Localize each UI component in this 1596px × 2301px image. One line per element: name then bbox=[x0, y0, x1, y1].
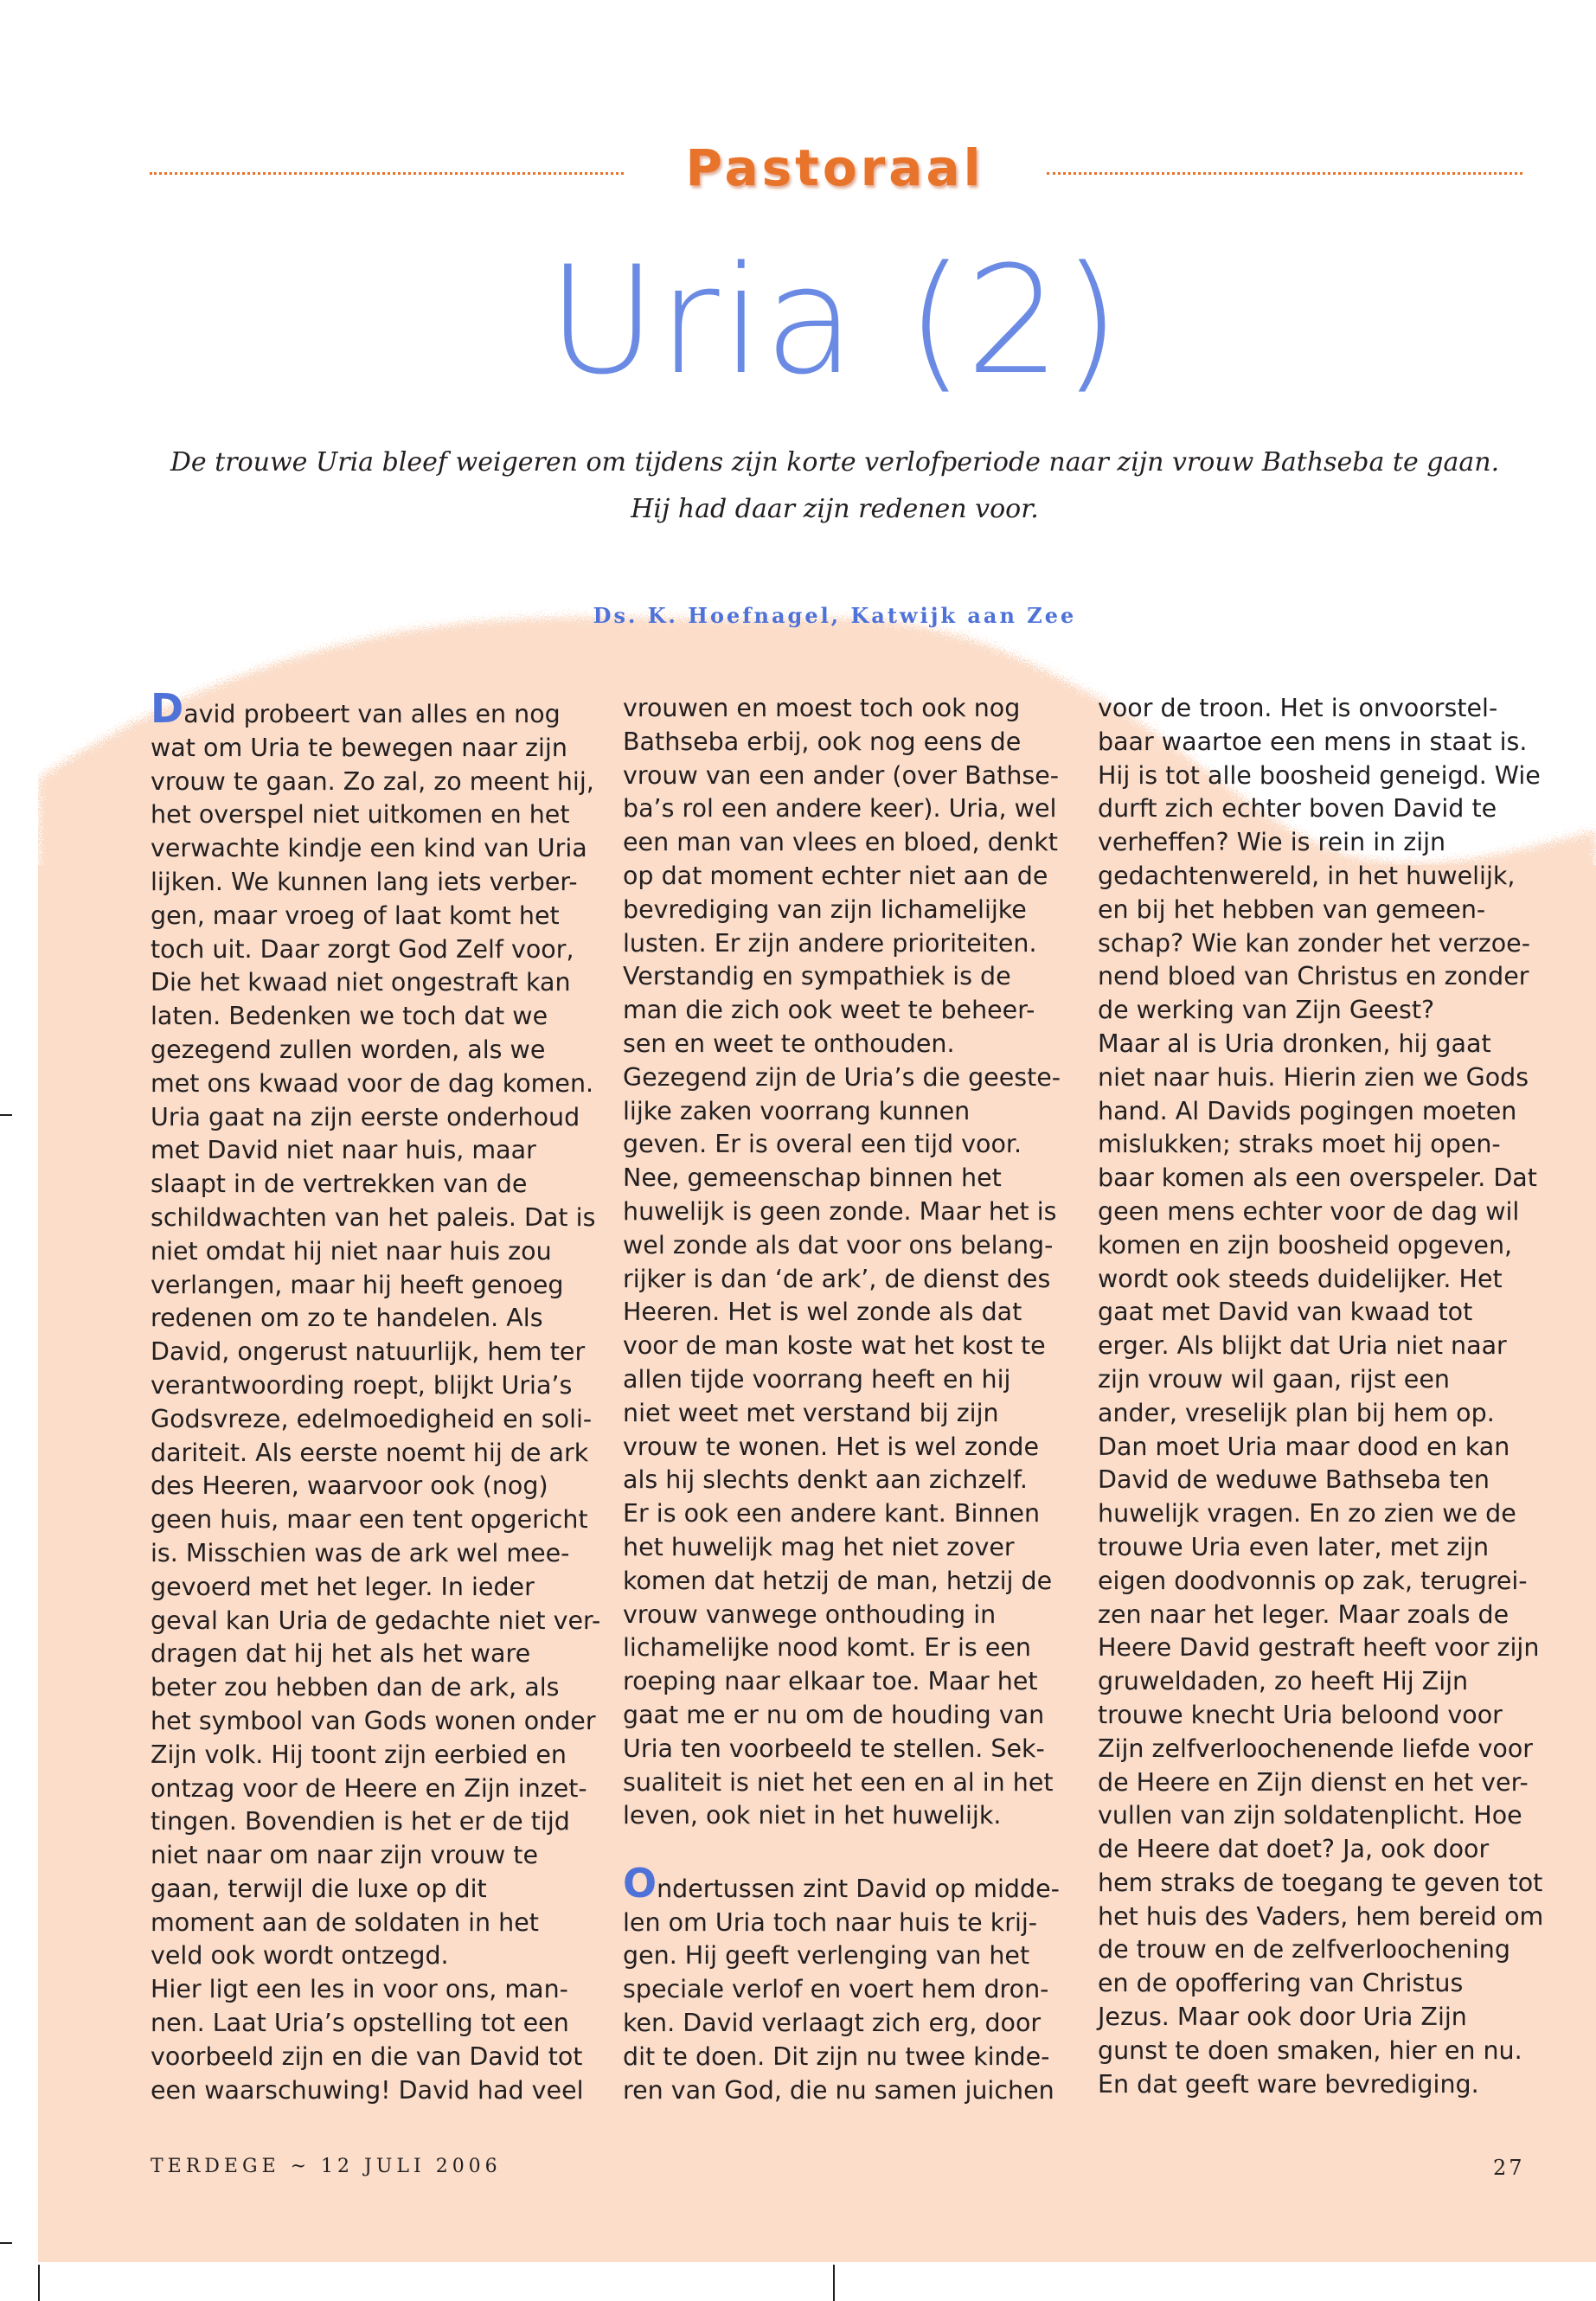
text-line bbox=[151, 966, 635, 1000]
text-line-content: met David niet naar huis, maar bbox=[151, 1136, 536, 1165]
text-line bbox=[623, 1497, 1107, 1531]
text-line-content: Jezus. Maar ook door Uria Zijn bbox=[1098, 2003, 1467, 2032]
text-line bbox=[1098, 1699, 1582, 1733]
text-line-content: het huis des Vaders, hem bereid om bbox=[1098, 1901, 1544, 1931]
text-line-content: Er is ook een andere kant. Binnen bbox=[623, 1499, 1041, 1529]
text-line bbox=[1098, 1095, 1582, 1129]
text-line-content: voorbeeld zijn en die van David tot bbox=[151, 2041, 583, 2071]
text-line-content: toch uit. Daar zorgt God Zelf voor, bbox=[151, 934, 574, 964]
text-line bbox=[623, 1128, 1107, 1162]
text-line bbox=[151, 1839, 635, 1873]
text-line bbox=[151, 1671, 635, 1705]
text-line-content: op dat moment echter niet aan de bbox=[623, 861, 1048, 890]
text-line bbox=[1098, 1733, 1582, 1766]
text-line bbox=[151, 1437, 635, 1471]
article-column-2 bbox=[623, 692, 1107, 2107]
text-line-content: gaan, terwijl die luxe op dit bbox=[151, 1874, 487, 1903]
text-line bbox=[1098, 1933, 1582, 1967]
paragraph-gap bbox=[623, 1833, 1107, 1867]
text-line-content: David de weduwe Bathseba ten bbox=[1098, 1465, 1490, 1495]
text-line bbox=[151, 1168, 635, 1202]
text-line-content: Uria gaat na zijn eerste onderhoud bbox=[151, 1102, 580, 1131]
text-line-content: Heeren. Het is wel zonde als dat bbox=[623, 1298, 1022, 1327]
text-line bbox=[151, 1067, 635, 1101]
text-line bbox=[623, 927, 1107, 961]
text-line-content: en bij het hebben van gemeen- bbox=[1098, 894, 1486, 924]
text-line bbox=[623, 1061, 1107, 1095]
text-line-content: als hij slechts denkt aan zichzelf. bbox=[623, 1465, 1028, 1495]
text-line bbox=[1098, 1531, 1582, 1565]
text-line bbox=[151, 1939, 635, 1973]
section-title: Pastoraal bbox=[685, 138, 984, 197]
text-line-content: erger. Als blijkt dat Uria niet naar bbox=[1098, 1331, 1507, 1361]
text-line-content: Maar al is Uria dronken, hij gaat bbox=[1098, 1029, 1491, 1058]
text-line bbox=[623, 860, 1107, 894]
text-line-content: niet naar huis. Hierin zien we Gods bbox=[1098, 1062, 1529, 1092]
article-column-1 bbox=[151, 685, 635, 2107]
text-line-content: lichamelijke nood komt. Er is een bbox=[623, 1633, 1031, 1663]
text-line bbox=[623, 1799, 1107, 1833]
text-line bbox=[1098, 726, 1582, 760]
crop-mark bbox=[38, 2265, 40, 2301]
article-lead bbox=[130, 439, 1540, 533]
text-line bbox=[1098, 760, 1582, 793]
page-number: 27 bbox=[1493, 2156, 1525, 2180]
text-line bbox=[1098, 1799, 1582, 1833]
text-line bbox=[1098, 1867, 1582, 1900]
text-line-content: ander, vreselijk plan bij hem op. bbox=[1098, 1398, 1495, 1427]
text-line-content: mislukken; straks moet hij open- bbox=[1098, 1130, 1501, 1159]
text-line bbox=[151, 2041, 635, 2074]
text-line bbox=[151, 732, 635, 766]
text-line-content: met ons kwaad voor de dag komen. bbox=[151, 1068, 594, 1098]
text-line bbox=[623, 960, 1107, 994]
text-line-content: gunst te doen smaken, hier en nu. bbox=[1098, 2035, 1522, 2065]
text-line bbox=[623, 1531, 1107, 1565]
text-line bbox=[623, 692, 1107, 726]
text-line bbox=[623, 1733, 1107, 1766]
text-line-content: wat om Uria te bewegen naar zijn bbox=[151, 733, 567, 762]
text-line bbox=[151, 2007, 635, 2041]
text-line bbox=[1098, 1330, 1582, 1363]
text-line-content: redenen om zo te handelen. Als bbox=[151, 1304, 543, 1333]
text-line bbox=[1098, 1631, 1582, 1665]
text-line bbox=[623, 2007, 1107, 2041]
text-line-content: een waarschuwing! David had veel bbox=[151, 2075, 584, 2105]
text-line-content: een man van vlees en bloed, denkt bbox=[623, 828, 1058, 857]
text-line-content: niet weet met verstand bij zijn bbox=[623, 1398, 999, 1427]
text-line bbox=[151, 1873, 635, 1907]
text-line bbox=[623, 1263, 1107, 1297]
text-line-content: Uria ten voorbeeld te stellen. Sek- bbox=[623, 1734, 1045, 1763]
text-line bbox=[151, 1537, 635, 1571]
text-line bbox=[151, 1269, 635, 1303]
text-line-content: durft zich echter boven David te bbox=[1098, 794, 1497, 824]
text-line-content: geen mens echter voor de dag wil bbox=[1098, 1196, 1520, 1226]
text-line-content: len om Uria toch naar huis te krij- bbox=[623, 1907, 1038, 1937]
text-line bbox=[151, 933, 635, 967]
text-line-content: schildwachten van het paleis. Dat is bbox=[151, 1202, 596, 1232]
text-line bbox=[1098, 894, 1582, 927]
text-line-content: man die zich ook weet te beheer- bbox=[623, 996, 1035, 1025]
text-line-content: wordt ook steeds duidelijker. Het bbox=[1098, 1264, 1503, 1293]
text-line-content: verantwoording roept, blijkt Uria’s bbox=[151, 1370, 573, 1400]
text-line bbox=[151, 900, 635, 933]
text-line-content: huwelijk vragen. En zo zien we de bbox=[1098, 1499, 1516, 1529]
text-line bbox=[151, 1638, 635, 1671]
text-line-content: avid probeert van alles en nog bbox=[183, 700, 561, 728]
text-line bbox=[151, 1907, 635, 1940]
text-line bbox=[151, 1336, 635, 1369]
text-line bbox=[623, 1431, 1107, 1465]
text-line-content: hand. Al Davids pogingen moeten bbox=[1098, 1096, 1517, 1125]
text-line-content: Nee, gemeenschap binnen het bbox=[623, 1163, 1002, 1193]
text-line bbox=[151, 1034, 635, 1067]
text-line-content: vrouw van een ander (over Bathse- bbox=[623, 760, 1060, 790]
text-line bbox=[623, 1565, 1107, 1599]
text-line-content: vrouw te wonen. Het is wel zonde bbox=[623, 1432, 1040, 1461]
text-line-content: nen. Laat Uria’s opstelling tot een bbox=[151, 2009, 569, 2038]
text-line-content: leven, ook niet in het huwelijk. bbox=[623, 1801, 1002, 1830]
text-line-content: lijke zaken voorrang kunnen bbox=[623, 1096, 971, 1125]
text-line bbox=[151, 832, 635, 866]
text-line bbox=[623, 1599, 1107, 1632]
text-line bbox=[1098, 960, 1582, 994]
text-line-content: gaat me er nu om de houding van bbox=[623, 1700, 1045, 1729]
text-line bbox=[623, 2041, 1107, 2074]
text-line-content: Hier ligt een les in voor ons, man- bbox=[151, 1975, 568, 2004]
text-line bbox=[623, 994, 1107, 1028]
text-line-content: vrouw te gaan. Zo zal, zo meent hij, bbox=[151, 766, 594, 796]
text-line bbox=[623, 726, 1107, 760]
text-line-content: zijn vrouw wil gaan, rijst een bbox=[1098, 1364, 1450, 1394]
text-line-content: des Heeren, waarvoor ook (nog) bbox=[151, 1471, 548, 1501]
text-line-content: gaat met David van kwaad tot bbox=[1098, 1298, 1473, 1327]
author-byline: Ds. K. Hoefnagel, Katwijk aan Zee bbox=[593, 603, 1077, 628]
text-line-content: Hij is tot alle boosheid geneigd. Wie bbox=[1098, 760, 1541, 790]
text-line-content: lijken. We kunnen lang iets verber- bbox=[151, 867, 578, 896]
text-line bbox=[151, 1101, 635, 1135]
text-line-content: verheffen? Wie is rein in zijn bbox=[1098, 828, 1446, 857]
text-line bbox=[1098, 2068, 1582, 2102]
text-line bbox=[151, 1503, 635, 1537]
text-line-content: vullen van zijn soldatenplicht. Hoe bbox=[1098, 1801, 1522, 1830]
text-line bbox=[1098, 1599, 1582, 1632]
text-line bbox=[151, 1302, 635, 1336]
text-line-content: de Heere en Zijn dienst en het ver- bbox=[1098, 1767, 1529, 1797]
text-line bbox=[623, 1907, 1107, 1940]
text-line bbox=[1098, 826, 1582, 860]
text-line bbox=[151, 1202, 635, 1235]
text-line bbox=[151, 1403, 635, 1437]
text-line-content: de trouw en de zelfverloochening bbox=[1098, 1935, 1510, 1965]
text-line-content: beter zou hebben dan de ark, als bbox=[151, 1673, 560, 1702]
text-line bbox=[623, 1665, 1107, 1699]
text-line-content: nend bloed van Christus en zonder bbox=[1098, 962, 1529, 991]
text-line bbox=[1098, 2035, 1582, 2068]
text-line-content: niet naar om naar zijn vrouw te bbox=[151, 1841, 538, 1870]
text-line-content: Die het kwaad niet ongestraft kan bbox=[151, 968, 571, 997]
text-line-content: lusten. Er zijn andere prioriteiten. bbox=[623, 928, 1037, 958]
text-line bbox=[151, 1571, 635, 1605]
text-line-content: hem straks de toegang te geven tot bbox=[1098, 1868, 1543, 1897]
text-line bbox=[1098, 692, 1582, 726]
text-line bbox=[623, 1631, 1107, 1665]
text-line bbox=[1098, 1229, 1582, 1263]
text-line-content: Bathseba erbij, ook nog eens de bbox=[623, 727, 1022, 756]
text-line-content: Godsvreze, edelmoedigheid en soli- bbox=[151, 1404, 593, 1433]
text-line bbox=[1098, 1967, 1582, 2001]
crop-mark bbox=[0, 2242, 12, 2244]
text-line-content: dariteit. Als eerste noemt hij de ark bbox=[151, 1438, 589, 1467]
text-line-content: geven. Er is overal een tijd voor. bbox=[623, 1130, 1022, 1159]
text-line bbox=[1098, 1431, 1582, 1465]
crop-mark bbox=[833, 2265, 835, 2301]
text-line bbox=[1098, 2001, 1582, 2035]
text-line-content: trouwe Uria even later, met zijn bbox=[1098, 1532, 1490, 1561]
text-line-content: eigen doodvonnis op zak, terugrei- bbox=[1098, 1566, 1528, 1595]
text-line bbox=[623, 1330, 1107, 1363]
text-line bbox=[623, 1939, 1107, 1973]
text-line-content: roeping naar elkaar toe. Maar het bbox=[623, 1667, 1038, 1696]
text-line-content: ren van God, die nu samen juichen bbox=[623, 2075, 1054, 2105]
text-line-content: niet omdat hij niet naar huis zou bbox=[151, 1236, 552, 1266]
text-line-content: het symbool van Gods wonen onder bbox=[151, 1706, 596, 1735]
text-line-content: Heere David gestraft heeft voor zijn bbox=[1098, 1633, 1540, 1663]
text-line-content: gruweldaden, zo heeft Hij Zijn bbox=[1098, 1667, 1469, 1696]
text-line bbox=[623, 2074, 1107, 2108]
text-line bbox=[1098, 1162, 1582, 1195]
text-line-content: de Heere dat doet? Ja, ook door bbox=[1098, 1835, 1490, 1864]
text-line-content: is. Misschien was de ark wel mee- bbox=[151, 1538, 570, 1567]
text-line-content: gezegend zullen worden, als we bbox=[151, 1035, 546, 1064]
text-line bbox=[151, 1805, 635, 1839]
lead-line-2: Hij had daar zijn redenen voor. bbox=[631, 494, 1039, 524]
text-line-content: ken. David verlaagt zich erg, door bbox=[623, 2009, 1042, 2038]
text-line-content: tingen. Bovendien is het er de tijd bbox=[151, 1807, 570, 1836]
text-line bbox=[151, 866, 635, 900]
text-line-content: baar komen als een overspeler. Dat bbox=[1098, 1163, 1537, 1193]
text-line-content: veld ook wordt ontzegd. bbox=[151, 1941, 449, 1971]
text-line-content: de werking van Zijn Geest? bbox=[1098, 996, 1435, 1025]
text-line-content: gen, maar vroeg of laat komt het bbox=[151, 901, 560, 930]
text-line bbox=[151, 1739, 635, 1772]
text-line-content: dragen dat hij het als het ware bbox=[151, 1639, 531, 1669]
text-line bbox=[1098, 1833, 1582, 1867]
text-line-content: Zijn volk. Hij toont zijn eerbied en bbox=[151, 1740, 567, 1769]
text-line bbox=[623, 1859, 1107, 1907]
text-line bbox=[1098, 1900, 1582, 1934]
text-line-content: Zijn zelfverloochenende liefde voor bbox=[1098, 1734, 1533, 1763]
text-line bbox=[151, 1235, 635, 1269]
text-line-content: gen. Hij geeft verlenging van het bbox=[623, 1941, 1030, 1971]
text-line-content: gedachtenwereld, in het huwelijk, bbox=[1098, 861, 1516, 890]
article-column-3 bbox=[1098, 692, 1582, 2101]
text-line bbox=[151, 1134, 635, 1168]
text-line-content: trouwe knecht Uria beloond voor bbox=[1098, 1700, 1503, 1729]
text-line bbox=[151, 1000, 635, 1034]
text-line bbox=[1098, 1464, 1582, 1497]
lead-line-1: De trouwe Uria bleef weigeren om tijdens zijn korte verlofperiode naar zijn vrouw Bathseba te gaan. bbox=[170, 447, 1500, 478]
text-line bbox=[623, 1397, 1107, 1431]
text-line bbox=[151, 798, 635, 832]
text-line-content: laten. Bedenken we toch dat we bbox=[151, 1002, 548, 1031]
text-line-content: speciale verlof en voert hem dron- bbox=[623, 1975, 1049, 2004]
text-line-content: ndertussen zint David op midde- bbox=[657, 1874, 1060, 1903]
text-line-content: baar waartoe een mens in staat is. bbox=[1098, 727, 1528, 756]
footer-publication: TERDEGE ~ 12 JULI 2006 bbox=[151, 2156, 502, 2177]
text-line bbox=[623, 760, 1107, 793]
text-line-content: Verstandig en sympathiek is de bbox=[623, 962, 1011, 991]
text-line-content: gevoerd met het leger. In ieder bbox=[151, 1572, 535, 1601]
text-line-content: Dan moet Uria maar dood en kan bbox=[1098, 1432, 1510, 1461]
text-line-content: ba’s rol een andere keer). Uria, wel bbox=[623, 794, 1057, 824]
text-line bbox=[1098, 1363, 1582, 1397]
text-line-content: En dat geeft ware bevrediging. bbox=[1098, 2069, 1479, 2099]
text-line-content: slaapt in de vertrekken van de bbox=[151, 1170, 528, 1199]
text-line-content: het huwelijk mag het niet zover bbox=[623, 1532, 1015, 1561]
text-line bbox=[1098, 1296, 1582, 1330]
text-line bbox=[1098, 1128, 1582, 1162]
text-line bbox=[1098, 1195, 1582, 1229]
text-line bbox=[1098, 1263, 1582, 1297]
text-line-content: het overspel niet uitkomen en het bbox=[151, 800, 570, 830]
text-line-content: schap? Wie kan zonder het verzoe- bbox=[1098, 928, 1531, 958]
text-line bbox=[623, 792, 1107, 826]
text-line bbox=[151, 1470, 635, 1503]
text-line-content: bevrediging van zijn lichamelijke bbox=[623, 894, 1027, 924]
text-line bbox=[1098, 1061, 1582, 1095]
text-line-content: sen en weet te onthouden. bbox=[623, 1029, 955, 1058]
text-line bbox=[623, 1195, 1107, 1229]
text-line-content: verlangen, maar hij heeft genoeg bbox=[151, 1270, 564, 1299]
text-line-content: moment aan de soldaten in het bbox=[151, 1907, 539, 1937]
text-line bbox=[1098, 1565, 1582, 1599]
text-line bbox=[623, 1464, 1107, 1497]
text-line-content: komen en zijn boosheid opgeven, bbox=[1098, 1230, 1513, 1259]
text-line bbox=[151, 685, 635, 732]
text-line bbox=[623, 1162, 1107, 1195]
text-line-content: allen tijde voorrang heeft en hij bbox=[623, 1364, 1011, 1394]
text-line bbox=[1098, 1766, 1582, 1800]
text-line bbox=[151, 1973, 635, 2007]
text-line-content: komen dat hetzij de man, hetzij de bbox=[623, 1566, 1053, 1595]
text-line bbox=[1098, 1665, 1582, 1699]
crop-mark bbox=[0, 1114, 12, 1116]
text-line bbox=[151, 2074, 635, 2108]
text-line bbox=[623, 1766, 1107, 1800]
text-line bbox=[623, 826, 1107, 860]
text-line-content: vrouwen en moest toch ook nog bbox=[623, 694, 1021, 722]
text-line bbox=[1098, 927, 1582, 961]
text-line bbox=[623, 894, 1107, 927]
text-line-content: dit te doen. Dit zijn nu twee kinde- bbox=[623, 2041, 1050, 2071]
text-line bbox=[1098, 792, 1582, 826]
text-line bbox=[151, 1772, 635, 1806]
text-line-content: Gezegend zijn de Uria’s die geeste- bbox=[623, 1062, 1061, 1092]
text-line bbox=[151, 1369, 635, 1403]
text-line-content: voor de man koste wat het kost te bbox=[623, 1331, 1046, 1361]
text-line-content: huwelijk is geen zonde. Maar het is bbox=[623, 1196, 1057, 1226]
text-line bbox=[623, 1296, 1107, 1330]
text-line bbox=[151, 1605, 635, 1638]
text-line bbox=[1098, 1497, 1582, 1531]
text-line bbox=[623, 1363, 1107, 1397]
text-line-content: David, ongerust natuurlijk, hem ter bbox=[151, 1337, 586, 1367]
text-line bbox=[1098, 860, 1582, 894]
text-line bbox=[623, 1699, 1107, 1733]
text-line bbox=[623, 1028, 1107, 1061]
article-title: Uria (2) bbox=[547, 234, 1123, 407]
text-line bbox=[623, 1229, 1107, 1263]
text-line-content: en de opoffering van Christus bbox=[1098, 1969, 1464, 1998]
text-line bbox=[623, 1095, 1107, 1129]
text-line-content: geen huis, maar een tent opgericht bbox=[151, 1505, 588, 1535]
drop-cap: D bbox=[151, 685, 184, 732]
text-line bbox=[151, 1705, 635, 1739]
text-line bbox=[151, 766, 635, 799]
text-line bbox=[1098, 1397, 1582, 1431]
text-line-content: geval kan Uria de gedachte niet ver- bbox=[151, 1606, 601, 1635]
text-line bbox=[623, 1973, 1107, 2007]
text-line-content: vrouw vanwege onthouding in bbox=[623, 1599, 997, 1629]
text-line-content: verwachte kindje een kind van Uria bbox=[151, 834, 587, 863]
text-line bbox=[1098, 994, 1582, 1028]
text-line-content: sualiteit is niet het een en al in het bbox=[623, 1767, 1054, 1797]
drop-cap: O bbox=[623, 1859, 657, 1907]
text-line-content: rijker is dan ‘de ark’, de dienst des bbox=[623, 1264, 1051, 1293]
text-line bbox=[1098, 1028, 1582, 1061]
text-line-content: zen naar het leger. Maar zoals de bbox=[1098, 1599, 1509, 1629]
text-line-content: wel zonde als dat voor ons belang- bbox=[623, 1230, 1054, 1259]
text-line-content: voor de troon. Het is onvoorstel- bbox=[1098, 694, 1498, 722]
text-line-content: ontzag voor de Heere en Zijn inzet- bbox=[151, 1773, 587, 1803]
